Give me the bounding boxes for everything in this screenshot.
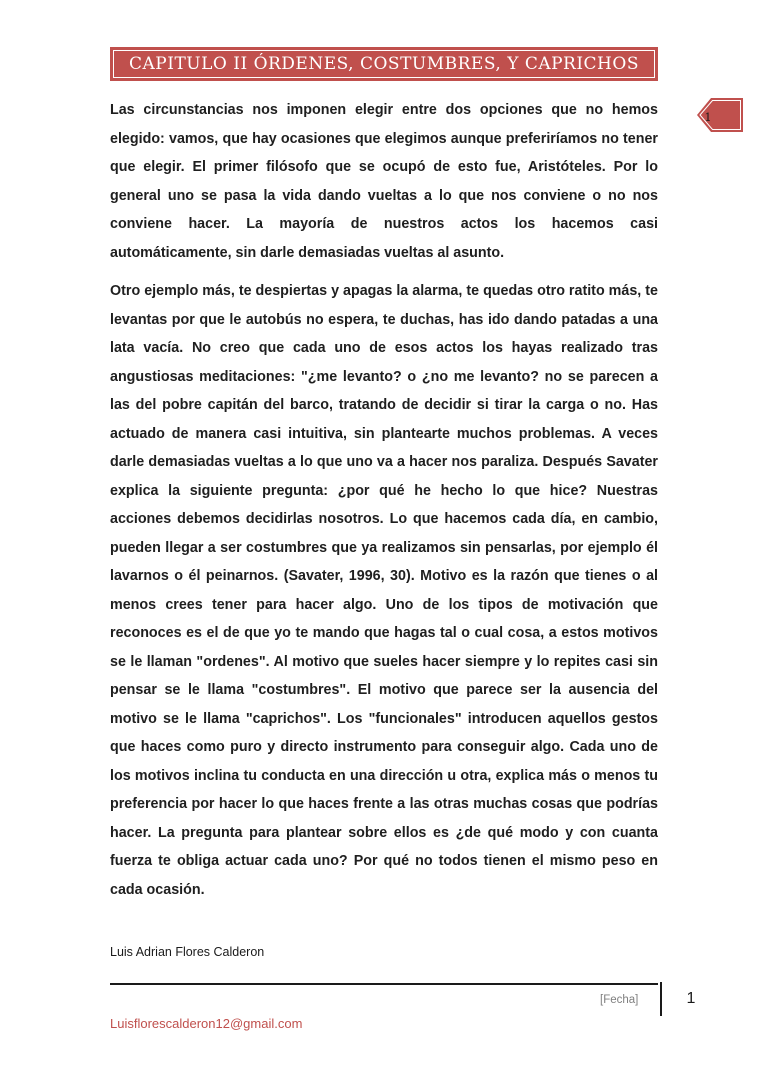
footer-divider xyxy=(110,983,658,985)
chapter-title-banner xyxy=(110,47,658,81)
paragraph-1: Las circunstancias nos imponen elegir entre dos opciones que no hemos elegido: vamos, que hay ocasiones que elegimos aunque preferiríamos no tener que elegir. El primer filósofo que se ocupó de esto fue, Aristóteles. Por lo general uno se pasa la vida dando vueltas a lo que nos conviene o no nos conviene hacer. La mayoría de nuestros actos los hacemos casi automáticamente, sin darle demasiadas vueltas al asunto. xyxy=(110,102,658,261)
page-tab-number: 1 xyxy=(704,111,712,124)
chapter-title: CAPITULO II ÓRDENES, COSTUMBRES, Y CAPRICHOS xyxy=(129,54,639,74)
author-name: Luis Adrian Flores Calderon xyxy=(110,945,265,959)
author-email[interactable]: Luisflorescalderon12@gmail.com xyxy=(110,1016,303,1031)
chapter-title-frame xyxy=(113,50,655,78)
date-placeholder: [Fecha] xyxy=(600,994,639,1006)
footer-page-number: 1 xyxy=(686,990,696,1007)
paragraph-2: Otro ejemplo más, te despiertas y apagas la alarma, te quedas otro ratito más, te levantas por que le autobús no espera, te duchas, has ido dando patadas a una lata vacía. No creo que cada uno de esos actos los hayas realizado tras angustiosas meditaciones: "¿me levanto? o ¿no me levanto? no se parecen a las del pobre capitán del barco, tratando de decidir si tirar la carga o no. Has actuado de manera casi intuitiva, sin plantearte muchos problemas. A veces darle demasiadas vueltas a lo que uno va a hacer nos paraliza. Después Savater explica la siguiente pregunta: ¿por qué he hecho lo que hice? Nuestras acciones debemos decidirlas nosotros. Lo que hacemos cada día, en cambio, pueden llegar a ser costumbres que ya realizamos sin pensarlas, por ejemplo él lavarnos o él peinarnos. (Savater, 1996, 30). Motivo es la razón que tienes o al menos crees tener para hacer algo. Uno de los tipos de motivación que reconoces es el de que yo te mando que hagas tal o cual cosa, a estos motivos se le llaman "ordenes". Al motivo que sueles hacer siempre y lo repites casi sin pensar se le llama "costumbres". El motivo que parece ser la ausencia del motivo se le llama "caprichos". Los "funcionales" introducen aquellos gestos que haces como puro y directo instrumento para conseguir algo. Cada uno de los motivos inclina tu conducta en una dirección u otra, explica más o menos tu preferencia por hacer lo que haces frente a las otras muchas cosas que podrías hacer. La pregunta para plantear sobre ellos es ¿de qué modo y con cuanta fuerza te obliga actuar cada uno? Por qué no todos tienen el mismo peso en cada ocasión. xyxy=(110,283,658,898)
footer-page-number-box xyxy=(660,982,720,1016)
page-number-tab xyxy=(697,98,743,132)
document-body xyxy=(110,96,658,914)
